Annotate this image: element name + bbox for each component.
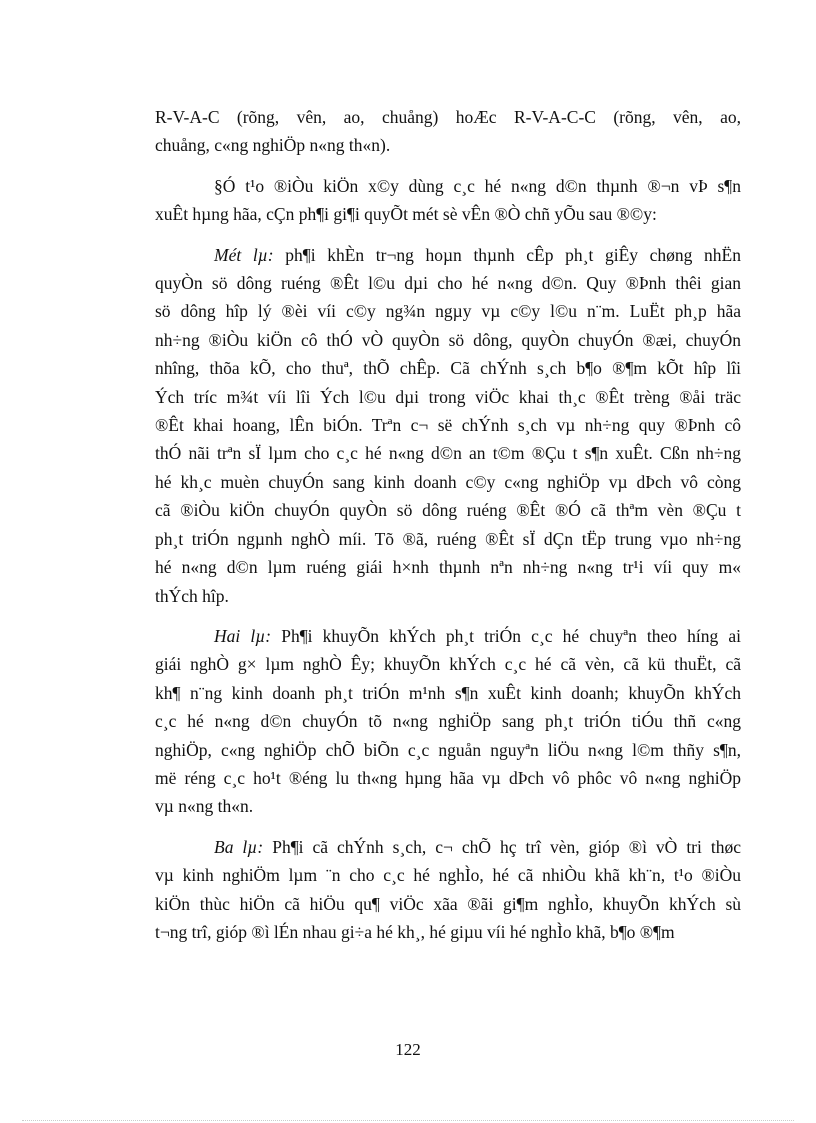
page-number: 122 <box>395 1040 421 1059</box>
text-line: vµ n«ng th«n. <box>155 796 254 817</box>
text-line: ph¸t triÓn ngµnh nghÒ míi. Tõ ®ã, ruéng ®Êt sÏ dÇn tËp trung vµo nh÷ng <box>155 528 741 549</box>
text-line: R-V-A-C (rõng, vên, ao, chuång) hoÆc R-V-A-C-C (rõng, vên, ao, <box>155 107 741 127</box>
text-line: më réng c¸c ho¹t ®éng lu th«ng hµng hãa vµ dÞch vô phôc vô n«ng nghiÖp <box>155 767 741 788</box>
line-text: Ph¶i khuyÕn khÝch ph¸t triÓn c¸c hé chuyªn theo híng ai <box>271 625 741 646</box>
text-line: nh÷ng ®iÒu kiÖn cô thÓ vÒ quyÒn sö dông, quyÒn chuyÓn ®æi, chuyÓn <box>155 329 741 350</box>
text-line: ®Êt khai hoang, lÊn biÓn. Trªn c¬ së chÝnh s¸ch vµ nh÷ng quy ®Þnh cô <box>155 415 741 436</box>
text-line: chuång, c«ng nghiÖp n«ng th«n). <box>155 135 391 156</box>
text-line: hé kh¸c muèn chuyÓn sang kinh doanh c©y c«ng nghiÖp vµ dÞch vô còng <box>155 471 741 492</box>
text-line: xuÊt hµng hãa, cÇn ph¶i gi¶i quyÕt mét sè vÊn ®Ò chñ yÕu sau ®©y: <box>155 204 657 225</box>
text-line <box>155 622 741 650</box>
text-line: kh¶ n¨ng kinh doanh ph¸t triÓn m¹nh s¶n xuÊt kinh doanh; khuyÕn khÝch <box>155 682 741 703</box>
paragraph <box>155 833 741 947</box>
text-line: §Ó t¹o ®iÒu kiÖn x©y dùng c¸c hé n«ng d©n thµnh ®¬n vÞ s¶n <box>214 175 741 196</box>
line-text: Ph¶i cã chÝnh s¸ch, c¬ chÕ hç trî vèn, gióp ®ì vÒ tri thøc <box>263 836 741 857</box>
text-line <box>155 241 741 269</box>
text-line: Ých tríc m¾t víi lîi Ých l©u dµi trong viÖc khai th¸c ®Êt trèng ®åi träc <box>155 386 741 407</box>
paragraph-lead: Hai lµ: <box>214 625 272 646</box>
text-line: nhîng, thõa kÕ, cho thuª, thÕ chÊp. Cã chÝnh s¸ch b¶o ®¶m kÕt hîp lîi <box>155 358 741 379</box>
text-line: giái nghÒ g× lµm nghÒ Êy; khuyÕn khÝch c¸c hé cã vèn, cã kü thuËt, cã <box>155 654 741 675</box>
text-line: sö dông hîp lý ®èi víi c©y ng¾n ngµy vµ c©y l©u n¨m. LuËt ph¸p hãa <box>155 301 741 322</box>
text-line: hé n«ng d©n lµm ruéng giái h×nh thµnh nªn nh÷ng n«ng tr¹i víi quy m« <box>155 557 741 578</box>
text-line: c¸c hé n«ng d©n chuyÓn tõ n«ng nghiÖp sang ph¸t triÓn tiÓu thñ c«ng <box>155 711 741 732</box>
line-text: ph¶i khÈn tr¬ng hoµn thµnh cÊp ph¸t giÊy chøng nhËn <box>273 244 741 265</box>
text-line: vµ kinh nghiÖm lµm ¨n cho c¸c hé nghÌo, hé cã nhiÒu khã kh¨n, t¹o ®iÒu <box>155 865 741 886</box>
paragraph <box>155 622 741 821</box>
text-line: nghiÖp, c«ng nghiÖp chÕ biÕn c¸c nguån nguyªn liÖu n«ng l©m thñy s¶n, <box>155 739 741 760</box>
page-bottom-rule <box>22 1120 794 1121</box>
text-line: cã ®iÒu kiÖn chuyÓn quyÒn sö dông ruéng ®Êt ®Ó cã thªm vèn ®Çu t <box>155 500 741 521</box>
text-line <box>155 833 741 861</box>
text-line: quyÒn sö dông ruéng ®Êt l©u dµi cho hé n«ng d©n. Quy ®Þnh thêi gian <box>155 273 741 294</box>
body-text <box>155 103 741 958</box>
paragraph-lead: Ba lµ: <box>214 836 264 857</box>
text-line: kiÖn thùc hiÖn cã hiÖu qu¶ viÖc xãa ®ãi gi¶m nghÌo, khuyÕn khÝch sù <box>155 893 741 914</box>
text-line: thÓ nãi trªn sÏ lµm cho c¸c hé n«ng d©n an t©m ®Çu t s¶n xuÊt. Cßn nh÷ng <box>155 443 741 464</box>
paragraph <box>155 172 741 229</box>
paragraph <box>155 241 741 610</box>
text-line: thÝch hîp. <box>155 585 229 606</box>
text-line: t¬ng trî, gióp ®ì lÉn nhau gi÷a hé kh¸, hé giµu víi hé nghÌo khã, b¶o ®¶m <box>155 921 675 942</box>
paragraph <box>155 103 741 160</box>
paragraph-lead: Mét lµ: <box>214 244 274 265</box>
